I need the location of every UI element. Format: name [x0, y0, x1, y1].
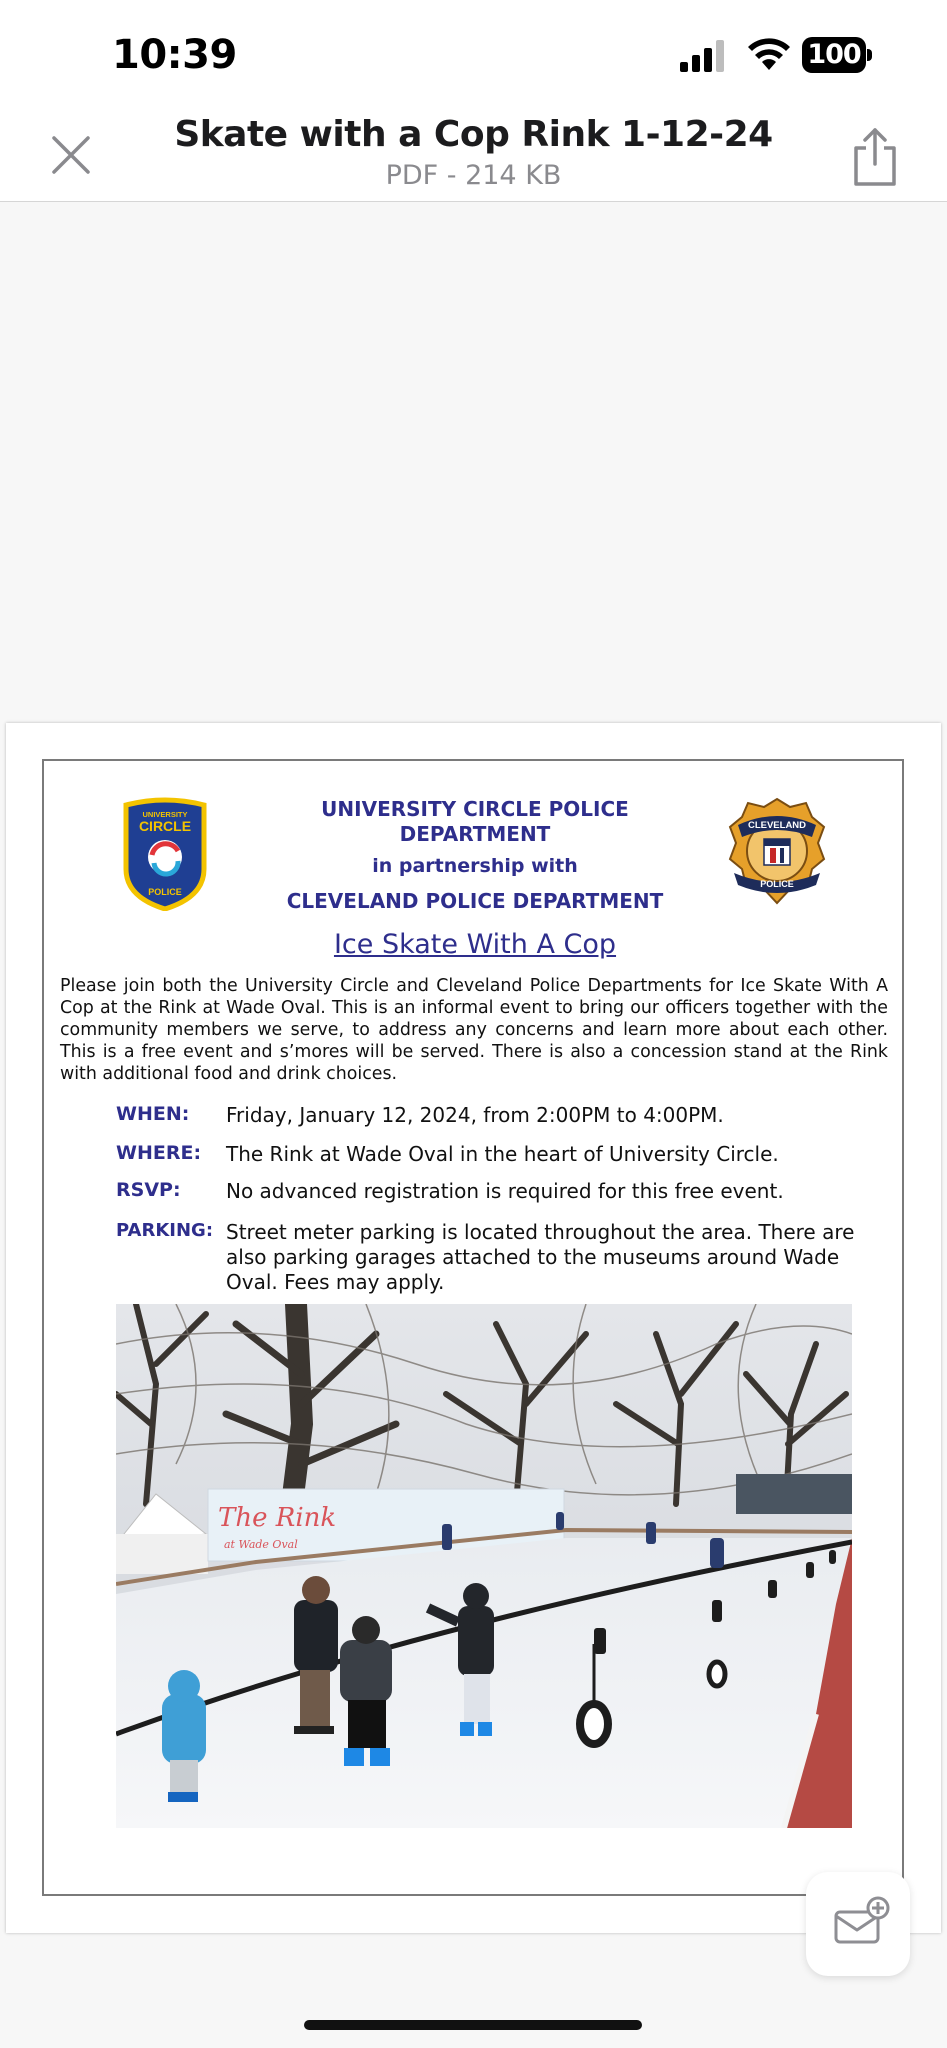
ice-rink-photo	[116, 1304, 852, 1828]
badge-text-police: POLICE	[148, 887, 182, 897]
detail-label: PARKING:	[116, 1220, 214, 1241]
badge-text-university: UNIVERSITY	[142, 810, 188, 819]
rink-sign-subtitle: at Wade Oval	[224, 1538, 298, 1551]
share-button[interactable]	[848, 126, 902, 188]
status-bar	[0, 0, 947, 110]
mail-compose-icon	[806, 1872, 910, 1976]
home-indicator[interactable]	[304, 2020, 642, 2030]
flyer-border	[42, 759, 904, 1896]
document-meta: PDF - 214 KB	[385, 160, 562, 191]
detail-value: The Rink at Wade Oval in the heart of University Circle.	[226, 1142, 779, 1166]
event-title: Ice Skate With A Cop	[333, 929, 617, 960]
wifi-icon	[746, 36, 792, 72]
battery-level: 100	[807, 39, 861, 70]
flyer-header-cpd: CLEVELAND POLICE DEPARTMENT	[286, 889, 664, 913]
flyer-header-partnership: in partnership with	[372, 855, 578, 877]
pdf-viewer[interactable]	[0, 203, 947, 2048]
pdf-page	[6, 723, 941, 1933]
detail-value: No advanced registration is required for this free event.	[226, 1179, 784, 1203]
status-time: 10:39	[112, 32, 237, 78]
battery-icon	[802, 37, 872, 73]
detail-label: WHERE:	[116, 1142, 202, 1164]
badge-text-cleveland: CLEVELAND	[747, 820, 807, 831]
detail-value: Friday, January 12, 2024, from 2:00PM to 4:00PM.	[226, 1103, 724, 1127]
compose-mail-button[interactable]	[806, 1872, 910, 1976]
detail-value: Street meter parking is located throughout the area. There are also parking garages attached to the museums around Wade Oval. Fees may apply.	[226, 1220, 855, 1294]
share-icon	[848, 126, 902, 188]
detail-label: RSVP:	[116, 1179, 181, 1201]
detail-label: WHEN:	[116, 1103, 190, 1125]
badge-text-circle: CIRCLE	[138, 818, 192, 834]
signal-icon	[680, 40, 730, 72]
document-nav-bar	[0, 110, 947, 202]
document-title: Skate with a Cop Rink 1-12-24	[174, 114, 773, 155]
badge-text-cleveland-police: POLICE	[760, 879, 794, 889]
flyer-header-ucpd: UNIVERSITY CIRCLE POLICE DEPARTMENT	[321, 797, 629, 846]
event-description: Please join both the University Circle and Cleveland Police Departments for Ice Skate With A Cop at the Rink at Wade Oval. This is an informal event to bring our officers together with the community members we serve, to address any concerns and learn more about each other. This is a free event and s’mores will be served. There is also a concession stand at the Rink with additional food and drink choices.	[60, 976, 888, 1084]
rink-sign-title: The Rink	[218, 1503, 337, 1533]
